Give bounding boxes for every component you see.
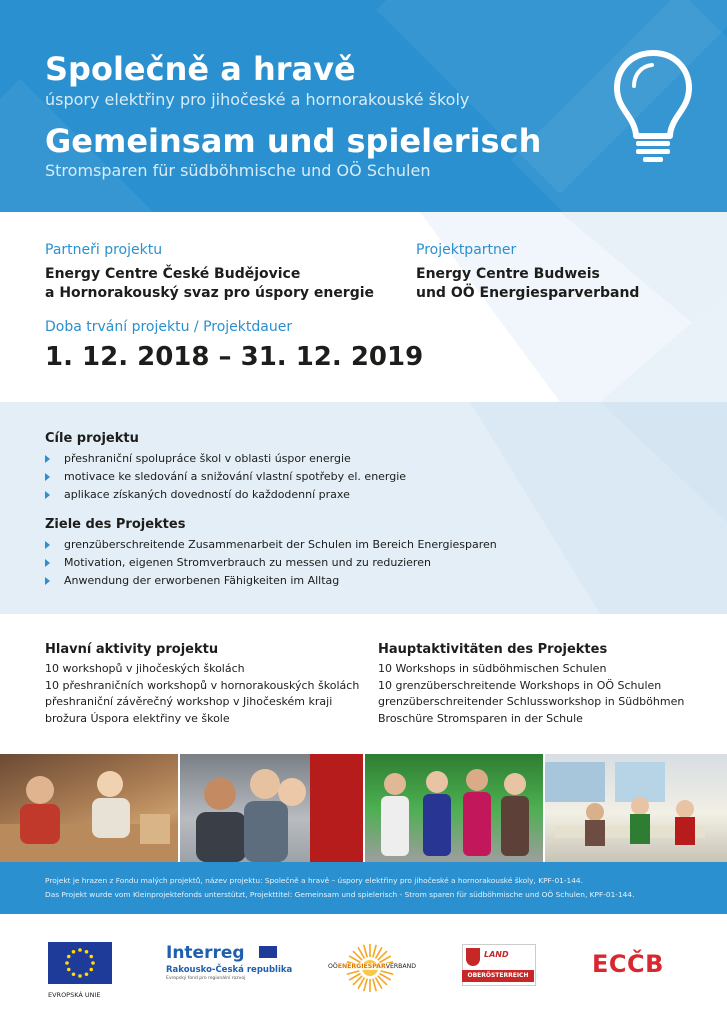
goal-text: aplikace získaných dovedností do každodenní praxe [64, 488, 350, 501]
eu-star [78, 948, 82, 952]
partners-label-de: Projektpartner [416, 242, 517, 258]
duration-dates: 1. 12. 2018 – 31. 12. 2019 [45, 342, 424, 372]
duration-label: Doba trvání projektu / Projektdauer [45, 319, 293, 335]
funding-footer [0, 862, 727, 914]
goal-text: přeshraniční spolupráce škol v oblasti úspor energie [64, 452, 351, 465]
oe-mid: ENERGIESPAR [337, 963, 386, 970]
sun-ray [373, 945, 376, 958]
eu-star [67, 968, 71, 972]
list-item [45, 486, 406, 504]
partner-name-de-1: Energy Centre Budweis [416, 266, 600, 282]
partners-section [0, 212, 727, 402]
title-de: Gemeinsam und spielerisch [45, 122, 542, 160]
goal-text: motivace ke sledování a snižování vlastní spotřeby el. energie [64, 470, 407, 483]
eu-flag-icon [48, 942, 112, 984]
eu-star [85, 972, 89, 976]
eu-star [67, 955, 71, 959]
activities-cz [45, 614, 365, 754]
partners-label-cz: Partneři projektu [45, 242, 163, 258]
list-item [45, 468, 406, 486]
triangle-bullet-icon [45, 491, 50, 499]
goals-list-de [45, 536, 497, 590]
activity-item: přeshraniční závěrečný workshop v Jihočeském kraji [45, 695, 333, 708]
eu-logo [48, 942, 112, 999]
header-banner [0, 0, 727, 212]
funding-note-cz: Projekt je hrazen z Fondu malých projektů, název projektu: Společně a hravě – úspory elektřiny pro jihočeské a hornorakouské školy, KPF-01-144. [45, 876, 583, 885]
eccb-wordmark: ECČB [592, 950, 664, 978]
eu-star [65, 961, 69, 965]
activity-item: 10 grenzüberschreitende Workshops in OÖ Schulen [378, 678, 662, 692]
goal-text: grenzüberschreitende Zusammenarbeit der Schulen im Bereich Energiesparen [64, 538, 497, 551]
title-cz: Společně a hravě [45, 50, 356, 88]
photo-students-group [365, 754, 543, 862]
goals-list-cz [45, 450, 406, 504]
sun-ray [347, 971, 360, 974]
interreg-logo [166, 943, 293, 981]
goals-section [0, 402, 727, 614]
energiesparverband-wordmark [328, 963, 417, 970]
subtitle-de: Stromsparen für südböhmische und OÖ Schulen [45, 161, 431, 180]
partner-name-de-2: und OÖ Energiesparverband [416, 285, 640, 301]
eu-label: EVROPSKÁ UNIE [48, 991, 101, 999]
partner-logos [0, 914, 727, 1024]
goal-text: Anwendung der erworbenen Fähigkeiten im Alltag [64, 574, 340, 587]
list-item [45, 572, 497, 590]
eu-star [78, 974, 82, 978]
activity-item: 10 workshopů v jihočeských školách [45, 662, 245, 675]
land-label: LAND [484, 950, 509, 959]
triangle-bullet-icon [45, 541, 50, 549]
partner-name-cz-2: a Hornorakouský svaz pro úspory energie [45, 285, 375, 301]
activities-heading-de: Hauptaktivitäten des Projektes [378, 642, 608, 657]
triangle-bullet-icon [45, 455, 50, 463]
photo-strip [0, 754, 727, 862]
activity-item: Broschüre Stromsparen in der Schule [378, 711, 583, 725]
sun-ray [364, 979, 367, 992]
eu-star [91, 961, 95, 965]
lightbulb-icon [612, 48, 694, 164]
oe-suffix: VERBAND [385, 963, 417, 970]
interreg-fund: Evropský fond pro regionální rozvoj [166, 976, 246, 981]
eu-star [89, 968, 93, 972]
eu-star [85, 950, 89, 954]
partner-name-cz-1: Energy Centre České Budějovice [45, 266, 301, 282]
oe-prefix: OÖ [328, 963, 338, 970]
activity-item: brožura Úspora elektřiny ve škole [45, 711, 230, 725]
land-ooe-logo [462, 944, 534, 984]
eu-star [89, 955, 93, 959]
photo-classroom [545, 754, 727, 862]
triangle-bullet-icon [45, 577, 50, 585]
eu-flag-small-icon [259, 946, 277, 958]
land-region: OBERÖSTERREICH [462, 970, 534, 982]
list-item [45, 554, 497, 572]
activities-heading-cz: Hlavní aktivity projektu [45, 642, 219, 657]
sun-ray [364, 945, 367, 958]
funding-note-de: Das Projekt wurde vom Kleinprojektefonds unterstützt, Projekttitel: Gemeinsam und spielerisch - Strom sparen für südböhmische und OÖ Schulen, KPF-01-144. [45, 890, 635, 899]
activity-item: 10 přeshraničních workshopů v hornorakouských školách [45, 678, 360, 692]
goals-heading-de: Ziele des Projektes [45, 517, 186, 532]
sun-ray [373, 979, 376, 992]
activity-item: grenzüberschreitender Schlussworkshop in Südböhmen [378, 695, 685, 708]
list-item [45, 536, 497, 554]
interreg-region: Rakousko-Česká republika [166, 965, 293, 975]
coat-of-arms-icon [466, 948, 480, 966]
sun-ray [381, 971, 394, 974]
eu-star [72, 972, 76, 976]
background-pattern [0, 212, 727, 402]
list-item [45, 450, 406, 468]
goal-text: Motivation, eigenen Stromverbrauch zu messen und zu reduzieren [64, 556, 431, 569]
triangle-bullet-icon [45, 559, 50, 567]
goals-heading-cz: Cíle projektu [45, 431, 139, 446]
activity-item: 10 Workshops in südböhmischen Schulen [378, 662, 607, 675]
interreg-wordmark: Interreg [166, 943, 245, 963]
photo-students-building-blocks [0, 754, 178, 862]
triangle-bullet-icon [45, 473, 50, 481]
subtitle-cz: úspory elektřiny pro jihočeské a hornorakouské školy [45, 90, 470, 109]
energiesparverband-logo [328, 940, 417, 992]
photo-students-smiling [180, 754, 363, 862]
eccb-logo [592, 950, 664, 978]
eu-star [72, 950, 76, 954]
activities-de [378, 614, 718, 754]
